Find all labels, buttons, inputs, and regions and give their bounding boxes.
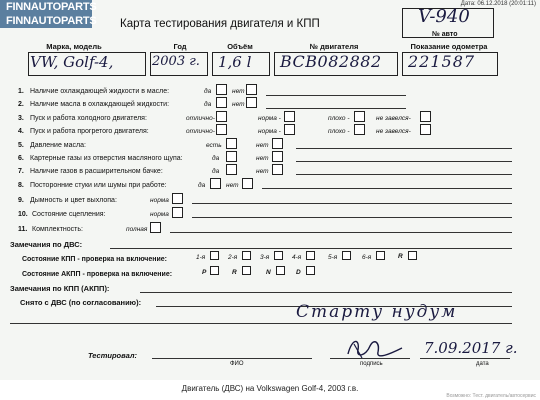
item-text: Картерные газы из отверстия масляного щупа:: [30, 155, 183, 162]
header-engine-number: № двигателя: [309, 42, 359, 51]
checkbox-item10-normal[interactable]: [172, 207, 183, 218]
option-label: не завелся-: [376, 115, 411, 122]
gear-checkbox-3[interactable]: [274, 251, 283, 260]
gear-checkbox-6[interactable]: [376, 251, 385, 260]
answer-line: [296, 161, 512, 162]
item-number: 10.: [18, 211, 28, 218]
gear-label: R: [398, 253, 403, 260]
answer-line: [10, 323, 512, 324]
option-label: нет: [256, 168, 269, 175]
header-odometer: Показание одометра: [410, 42, 488, 51]
photo-caption: Двигатель (ДВС) на Volkswagen Golf-4, 2003 г.в.: [181, 384, 359, 393]
value-make-model: VW, Golf-4,: [30, 53, 114, 71]
date-line: [420, 358, 510, 359]
item-number: 11.: [18, 226, 28, 233]
checkbox-item6-no[interactable]: [272, 151, 283, 162]
removed-label: Снято с ДВС (по согласованию):: [20, 298, 142, 307]
option-label: отлично-: [186, 128, 215, 135]
gear-checkbox-1[interactable]: [210, 251, 219, 260]
checkbox-item2-no[interactable]: [246, 97, 257, 108]
option-label: нет: [232, 101, 245, 108]
option-label: да: [204, 101, 212, 108]
item-text: Комплектность:: [32, 226, 83, 233]
date-label: дата: [476, 361, 489, 367]
answer-line: [296, 148, 512, 149]
item-text: Наличие газов в расширительном бачке:: [30, 168, 163, 175]
signature-label: подпись: [360, 361, 383, 367]
watermark: Возможно: Тест. двигатель/автосервис: [446, 393, 536, 399]
kpp-remarks-label: Замечания по КПП (АКПП):: [10, 284, 110, 293]
kpp-check-label: Состояние КПП - проверка на включение:: [22, 256, 167, 263]
gear-checkbox-2[interactable]: [242, 251, 251, 260]
fio-line: [152, 358, 312, 359]
gear-label: 5-я: [328, 254, 338, 261]
gear-checkbox-4[interactable]: [306, 251, 315, 260]
option-label: да: [212, 168, 220, 175]
item-number: 5.: [18, 142, 24, 149]
option-label: да: [198, 182, 206, 189]
option-label: нет: [226, 182, 239, 189]
value-year: 2003 г.: [152, 54, 200, 69]
option-label: нет: [256, 155, 269, 162]
handwritten-code: V-940: [418, 6, 470, 27]
fio-label: ФИО: [230, 361, 244, 367]
answer-line: [266, 95, 406, 96]
tested-by-label: Тестировал:: [88, 351, 137, 360]
checkbox-item3-normal[interactable]: [284, 111, 295, 122]
item-number: 8.: [18, 182, 24, 189]
option-label: полная: [126, 226, 148, 233]
item-number: 6.: [18, 155, 24, 162]
akpp-checkbox-r[interactable]: [242, 266, 251, 275]
checkbox-item6-yes[interactable]: [226, 151, 237, 162]
akpp-checkbox-d[interactable]: [306, 266, 315, 275]
item-text: Пуск и работа прогретого двигателя:: [30, 128, 149, 135]
checkbox-item4-no-start[interactable]: [420, 124, 431, 135]
checkbox-item7-yes[interactable]: [226, 164, 237, 175]
checkbox-item3-bad[interactable]: [354, 111, 365, 122]
answer-line: [266, 108, 406, 109]
item-text: Состояние сцепления:: [32, 211, 106, 218]
checkbox-item3-excellent[interactable]: [216, 111, 227, 122]
akpp-position-label: D: [296, 269, 301, 276]
option-label: плохо -: [328, 115, 350, 122]
option-label: да: [212, 155, 220, 162]
akpp-check-label: Состояние АКПП - проверка на включение:: [22, 271, 173, 278]
handwritten-removed-note: Старту нудум: [296, 302, 458, 322]
item-number: 1.: [18, 88, 24, 95]
akpp-position-label: R: [232, 269, 237, 276]
item-text: Посторонние стуки или шумы при работе:: [30, 182, 167, 189]
card-title: Карта тестирования двигателя и КПП: [120, 18, 320, 30]
item-number: 7.: [18, 168, 24, 175]
option-label: плохо -: [328, 128, 350, 135]
answer-line: [192, 217, 512, 218]
header-year: Год: [173, 42, 187, 51]
gear-label: 6-я: [362, 254, 372, 261]
checkbox-item5-yes[interactable]: [226, 138, 237, 149]
checkbox-item5-no[interactable]: [272, 138, 283, 149]
option-label: норма -: [258, 115, 281, 122]
value-volume: 1,6 l: [218, 53, 252, 71]
option-label: норма: [150, 211, 169, 218]
option-label: нет: [256, 142, 269, 149]
checkbox-item1-no[interactable]: [246, 84, 257, 95]
item-text: Дымность и цвет выхлопа:: [30, 197, 117, 204]
item-text: Наличие масла в охлаждающей жидкости:: [30, 101, 170, 108]
gear-checkbox-r[interactable]: [408, 251, 417, 260]
logo-banner-top: FINNAUTOPARTS: [0, 0, 92, 14]
option-label: нет: [232, 88, 245, 95]
akpp-position-label: P: [202, 269, 207, 276]
akpp-checkbox-n[interactable]: [276, 266, 285, 275]
akpp-checkbox-p[interactable]: [210, 266, 219, 275]
answer-line: [296, 174, 512, 175]
checkbox-item4-excellent[interactable]: [216, 124, 227, 135]
auto-number-label: № авто: [432, 31, 458, 38]
handwritten-signature: [340, 334, 410, 362]
item-number: 2.: [18, 101, 24, 108]
header-make-model: Марка, модель: [46, 42, 102, 51]
checkbox-item8-no[interactable]: [242, 178, 253, 189]
dvs-remarks-label: Замечания по ДВС:: [10, 240, 83, 249]
answer-line: [170, 232, 512, 233]
item-text: Пуск и работа холодного двигателя:: [30, 115, 147, 122]
value-engine-number: BCB082882: [280, 52, 382, 71]
checkbox-item7-no[interactable]: [272, 164, 283, 175]
checkbox-item4-bad[interactable]: [354, 124, 365, 135]
answer-line: [110, 248, 512, 249]
option-label: норма: [150, 197, 169, 204]
gear-label: 4-я: [292, 254, 302, 261]
handwritten-date: 7.09.2017 г.: [424, 339, 518, 357]
checkbox-item8-yes[interactable]: [210, 178, 221, 189]
checkbox-item2-yes[interactable]: [216, 97, 227, 108]
gear-checkbox-5[interactable]: [342, 251, 351, 260]
checkbox-item3-no-start[interactable]: [420, 111, 431, 122]
checkbox-item1-yes[interactable]: [216, 84, 227, 95]
option-label: не завелся-: [376, 128, 411, 135]
gear-label: 2-я: [228, 254, 238, 261]
date-stamp: Дата: 06.12.2018 (20:01:11): [460, 1, 536, 7]
item-number: 3.: [18, 115, 24, 122]
option-label: да: [204, 88, 212, 95]
akpp-position-label: N: [266, 269, 271, 276]
gear-label: 1-я: [196, 254, 206, 261]
logo-banner-bottom: FINNAUTOPARTS: [0, 14, 92, 28]
checkbox-item9-normal[interactable]: [172, 193, 183, 204]
answer-line: [140, 292, 512, 293]
checkbox-item11-complete[interactable]: [150, 222, 161, 233]
answer-line: [192, 203, 512, 204]
value-odometer: 221587: [408, 52, 476, 71]
header-volume: Объём: [227, 42, 253, 51]
item-text: Давление масла:: [30, 142, 86, 149]
gear-label: 3-я: [260, 254, 270, 261]
option-label: норма -: [258, 128, 281, 135]
item-number: 4.: [18, 128, 24, 135]
checkbox-item4-normal[interactable]: [284, 124, 295, 135]
option-label: отлично-: [186, 115, 215, 122]
answer-line: [262, 188, 512, 189]
item-text: Наличие охлаждающей жидкости в масле:: [30, 88, 170, 95]
item-number: 9.: [18, 197, 24, 204]
option-label: есть: [206, 142, 222, 149]
